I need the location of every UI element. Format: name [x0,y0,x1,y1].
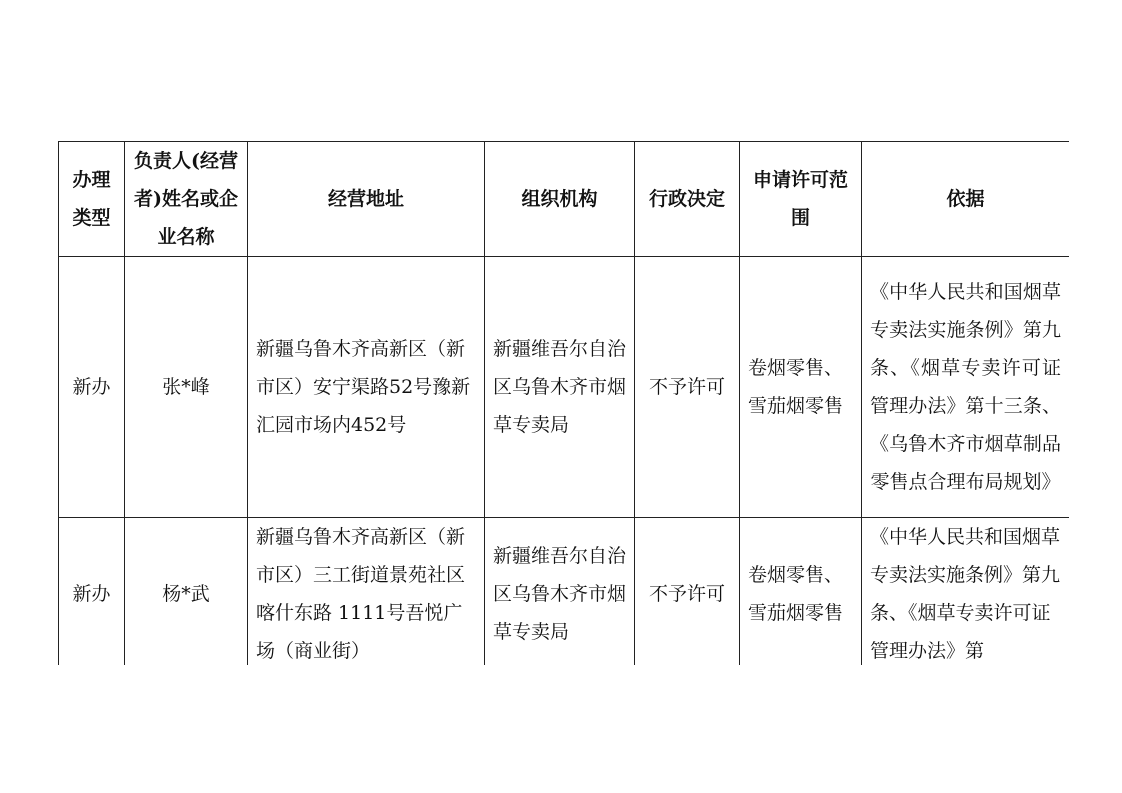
license-decision-table [58,141,1069,665]
header-name: 负责人(经营者)姓名或企业名称 [125,142,248,257]
table-row [59,518,1070,666]
cell-name: 张*峰 [125,257,248,518]
header-scope: 申请许可范围 [740,142,862,257]
header-basis: 依据 [862,142,1070,257]
cell-scope: 卷烟零售、雪茄烟零售 [740,257,862,518]
header-address: 经营地址 [248,142,485,257]
cell-basis: 《中华人民共和国烟草专卖法实施条例》第九条、《烟草专卖许可证管理办法》第 [862,518,1070,666]
cell-type: 新办 [59,257,125,518]
document-page [58,141,1069,665]
cell-basis: 《中华人民共和国烟草专卖法实施条例》第九条、《烟草专卖许可证管理办法》第十三条、《乌鲁木齐市烟草制品零售点合理布局规划》 [862,257,1070,518]
cell-name: 杨*武 [125,518,248,666]
table-header-row [59,142,1070,257]
cell-scope: 卷烟零售、雪茄烟零售 [740,518,862,666]
cell-org: 新疆维吾尔自治区乌鲁木齐市烟草专卖局 [485,518,635,666]
header-type: 办理类型 [59,142,125,257]
table-row [59,257,1070,518]
cell-decision: 不予许可 [635,518,740,666]
cell-address: 新疆乌鲁木齐高新区（新市区）三工街道景苑社区喀什东路 1111号吾悦广场（商业街） [248,518,485,666]
cell-address: 新疆乌鲁木齐高新区（新市区）安宁渠路52号豫新汇园市场内452号 [248,257,485,518]
cell-type: 新办 [59,518,125,666]
header-org: 组织机构 [485,142,635,257]
header-decision: 行政决定 [635,142,740,257]
cell-org: 新疆维吾尔自治区乌鲁木齐市烟草专卖局 [485,257,635,518]
cell-decision: 不予许可 [635,257,740,518]
